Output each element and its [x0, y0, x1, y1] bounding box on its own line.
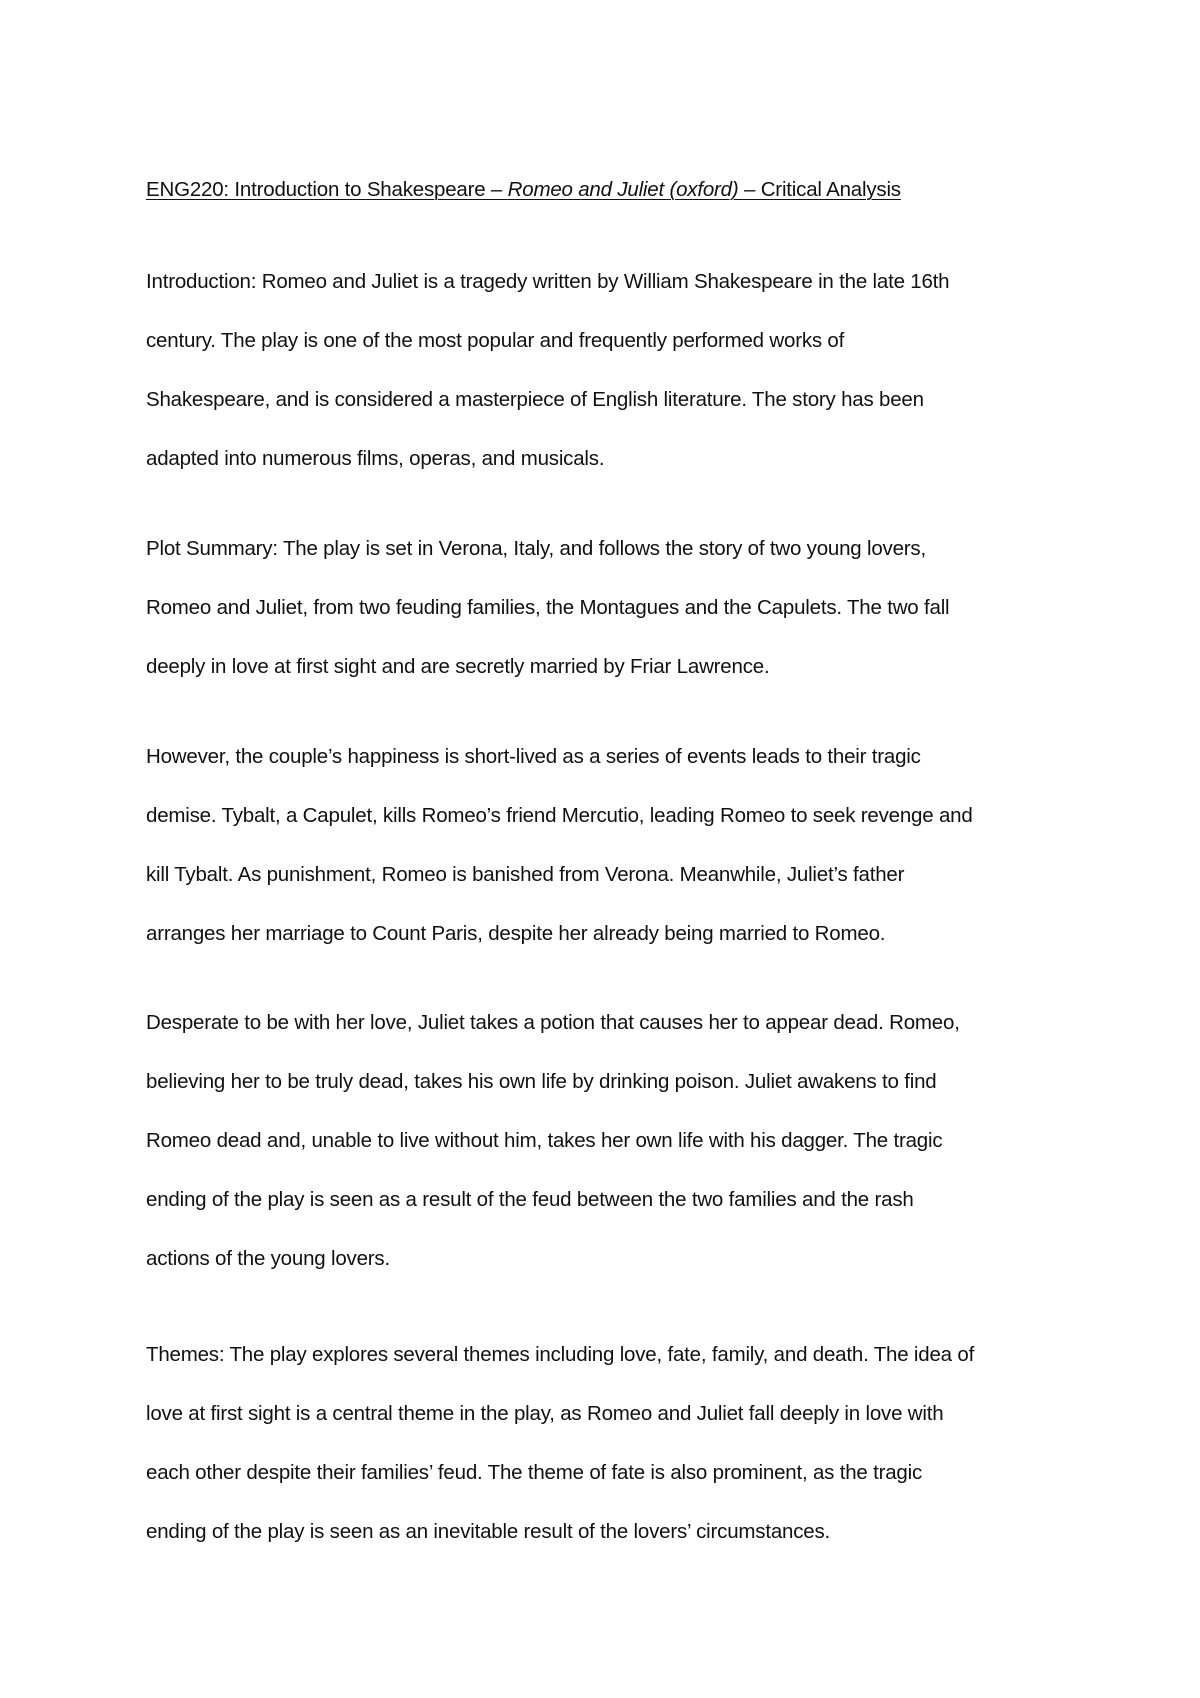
paragraph-plot-summary: [146, 519, 1086, 696]
paragraph-desperate: [146, 993, 1086, 1288]
paragraph-line: Desperate to be with her love, Juliet takes a potion that causes her to appear dead. Romeo,: [146, 1011, 960, 1034]
paragraph-line: Romeo dead and, unable to live without him, takes her own life with his dagger. The tragic: [146, 1129, 943, 1152]
document-title: [146, 178, 1086, 202]
paragraph-line: However, the couple’s happiness is short-lived as a series of events leads to their tragic: [146, 745, 921, 768]
paragraph-line: love at first sight is a central theme in the play, as Romeo and Juliet fall deeply in love with: [146, 1402, 944, 1425]
paragraph-line: actions of the young lovers.: [146, 1247, 390, 1270]
paragraph-line: deeply in love at first sight and are secretly married by Friar Lawrence.: [146, 655, 770, 678]
paragraph-line: demise. Tybalt, a Capulet, kills Romeo’s friend Mercutio, leading Romeo to seek revenge and: [146, 804, 973, 827]
paragraph-line: Romeo and Juliet, from two feuding families, the Montagues and the Capulets. The two fall: [146, 596, 950, 619]
paragraph-line: Shakespeare, and is considered a masterpiece of English literature. The story has been: [146, 388, 924, 411]
title-suffix: – Critical Analysis: [738, 178, 901, 201]
title-prefix: ENG220: Introduction to Shakespeare –: [146, 178, 508, 201]
title-italic-work: Romeo and Juliet (oxford): [507, 178, 739, 201]
paragraph-line: kill Tybalt. As punishment, Romeo is banished from Verona. Meanwhile, Juliet’s father: [146, 863, 905, 886]
paragraph-themes: [146, 1325, 1086, 1561]
paragraph-line: adapted into numerous films, operas, and musicals.: [146, 447, 605, 470]
paragraph-line: Plot Summary: The play is set in Verona, Italy, and follows the story of two young lovers,: [146, 537, 926, 560]
paragraph-introduction: [146, 252, 1086, 488]
paragraph-however: [146, 727, 1086, 963]
paragraph-line: century. The play is one of the most popular and frequently performed works of: [146, 329, 845, 352]
paragraph-line: Introduction: Romeo and Juliet is a tragedy written by William Shakespeare in the late 16th: [146, 270, 950, 293]
paragraph-line: ending of the play is seen as an inevitable result of the lovers’ circumstances.: [146, 1520, 831, 1543]
paragraph-line: ending of the play is seen as a result of the feud between the two families and the rash: [146, 1188, 914, 1211]
paragraph-line: arranges her marriage to Count Paris, despite her already being married to Romeo.: [146, 922, 886, 945]
paragraph-line: believing her to be truly dead, takes his own life by drinking poison. Juliet awakens to find: [146, 1070, 937, 1093]
paragraph-line: Themes: The play explores several themes including love, fate, family, and death. The idea of: [146, 1343, 975, 1366]
paragraph-line: each other despite their families’ feud. The theme of fate is also prominent, as the tragic: [146, 1461, 923, 1484]
